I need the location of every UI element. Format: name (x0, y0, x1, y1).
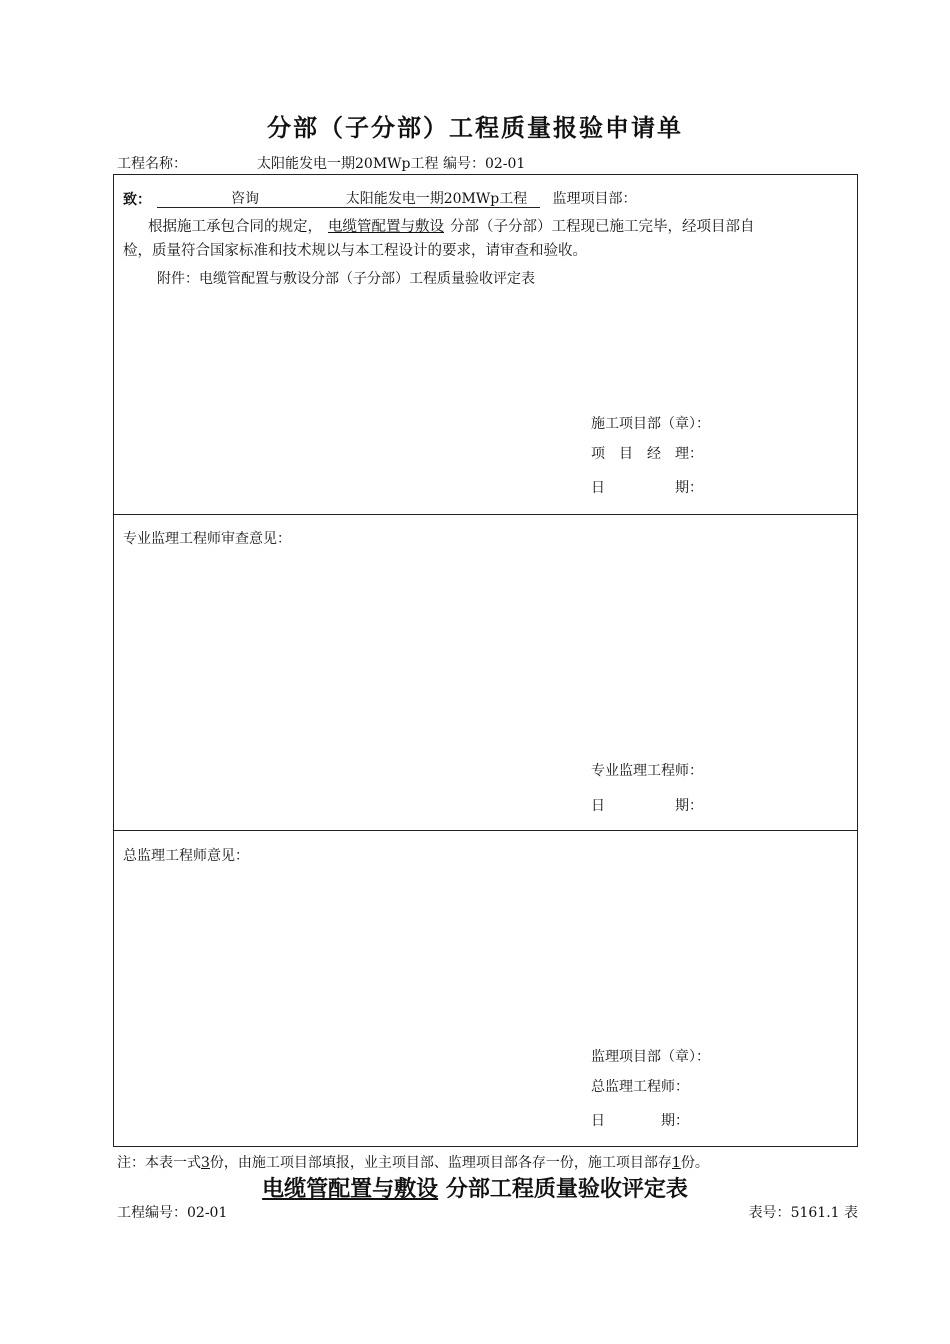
supervisor-review-label: 专业监理工程师审查意见： (123, 531, 291, 547)
sig-date-1: 日 期： (591, 480, 703, 496)
project-number-label: 工程编号： (117, 1205, 187, 1221)
para-line1-suffix: 分部（子分部）工程现已施工完毕，经项目部自 (450, 219, 755, 235)
table-number (749, 1202, 858, 1222)
item-name: 电缆管配置与敷设 (328, 219, 444, 235)
to-label: 致： (123, 192, 151, 208)
chief-supervisor-section (113, 830, 858, 1147)
project-name (257, 153, 525, 173)
evaluation-item-name: 电缆管配置与敷设 (262, 1176, 439, 1202)
sig-chief-engineer: 总监理工程师： (591, 1079, 689, 1095)
table-number-value: 5161.1 表 (790, 1205, 858, 1221)
to-line (157, 188, 636, 208)
project-number-value: 02-01 (187, 1205, 228, 1221)
chief-supervisor-label: 总监理工程师意见： (123, 848, 249, 864)
note-keep: 1 (671, 1155, 681, 1171)
evaluation-title-suffix: 分部工程质量验收评定表 (445, 1176, 688, 1202)
table-number-label: 表号： (748, 1205, 791, 1221)
to-project: 太阳能发电一期20MWp工程 (333, 191, 540, 208)
sig-project-manager: 项 目 经 理： (591, 446, 703, 462)
application-section (113, 174, 858, 515)
sig-supervisor-engineer: 专业监理工程师： (591, 763, 703, 779)
sig-date-2: 日 期： (591, 798, 703, 814)
note-copies: 3 (201, 1155, 210, 1171)
to-company: 咨询 (157, 191, 333, 208)
note-suffix: 份。 (680, 1155, 709, 1171)
sig-date-3: 日 期： (591, 1113, 689, 1129)
attachment-text: 附件：电缆管配置与敷设分部（子分部）工程质量验收评定表 (157, 271, 535, 287)
number-value: 02-01 (484, 156, 526, 172)
form-title: 分部（子分部）工程质量报验申请单 (267, 113, 683, 142)
note-middle: 份，由施工项目部填报，业主项目部、监理项目部各存一份，施工项目部存 (209, 1155, 672, 1171)
project-name-label: 工程名称： (117, 156, 187, 172)
supervisor-review-section (113, 514, 858, 831)
note-prefix: 注：本表一式 (117, 1155, 201, 1171)
number-label: 编号： (442, 156, 485, 172)
sig-construction-dept: 施工项目部（章）： (591, 416, 710, 432)
para-prefix: 根据施工承包合同的规定， (148, 219, 322, 235)
project-number (117, 1202, 227, 1222)
para-line1 (148, 215, 755, 239)
para-line2: 检，质量符合国家标准和技术规以与本工程设计的要求，请审查和验收。 (123, 243, 587, 259)
project-name-value: 太阳能发电一期20MWp工程 (257, 156, 439, 172)
sig-supervision-dept: 监理项目部（章）： (591, 1049, 710, 1065)
evaluation-title (0, 1172, 950, 1203)
form-note (117, 1152, 709, 1172)
to-dept: 监理项目部： (552, 191, 637, 207)
